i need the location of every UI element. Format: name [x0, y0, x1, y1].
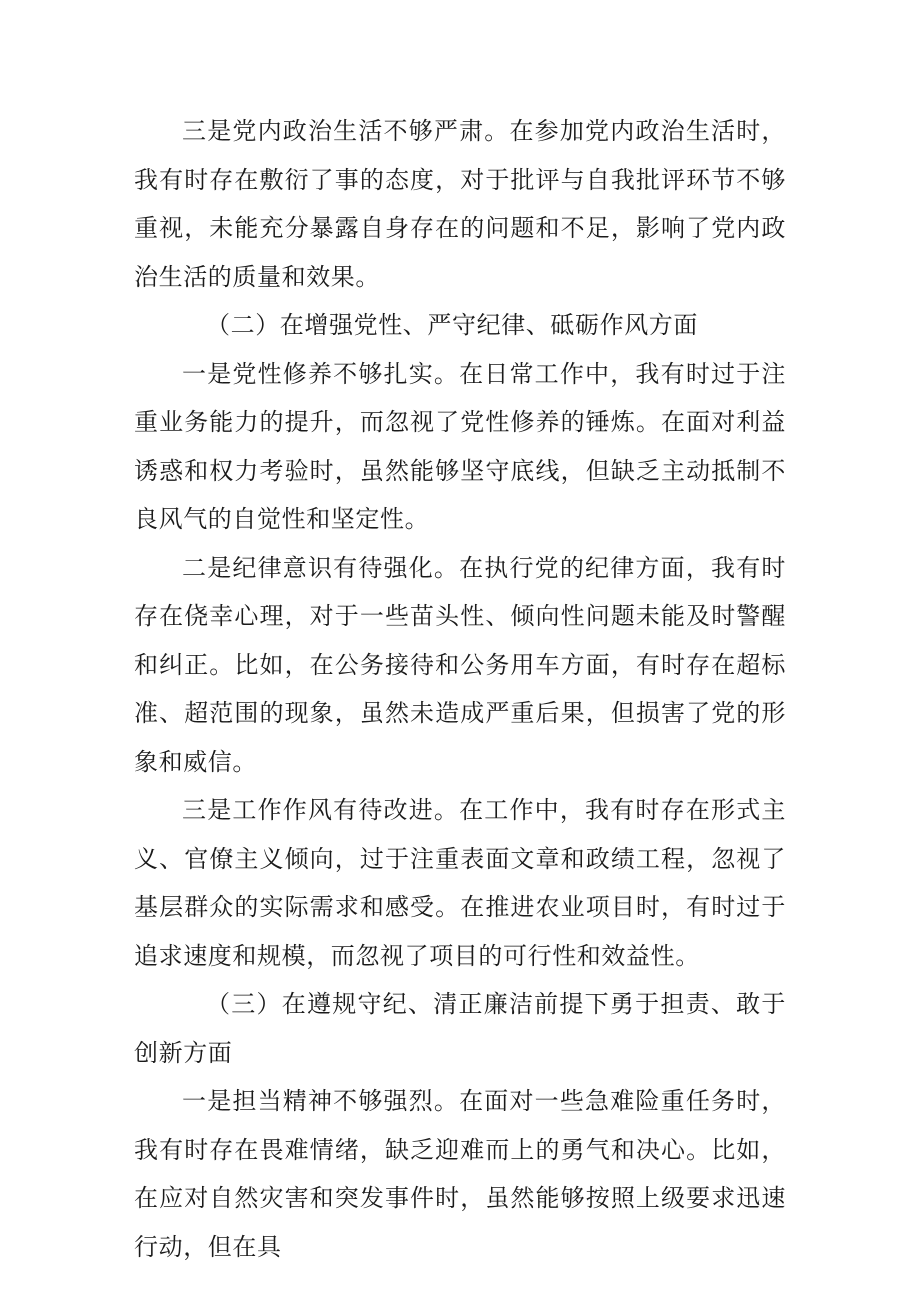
- paragraph-discipline: 二是纪律意识有待强化。在执行党的纪律方面，我有时存在侥幸心理，对于一些苗头性、倾向性问题未能及时警醒和纠正。比如，在公务接待和公务用车方面，有时存在超标准、超范围的现象，虽然未造成严重后果，但损害了党的形象和威信。: [134, 553, 786, 776]
- paragraph-responsibility: 一是担当精神不够强烈。在面对一些急难险重任务时，我有时存在畏难情绪，缺乏迎难而上的勇气和决心。比如，在应对自然灾害和突发事件时，虽然能够按照上级要求迅速行动，但在具: [134, 1087, 786, 1261]
- section-heading-3: （三）在遵规守纪、清正廉洁前提下勇于担责、敢于创新方面: [134, 990, 786, 1067]
- paragraph-work-style: 三是工作作风有待改进。在工作中，我有时存在形式主义、官僚主义倾向，过于注重表面文章和政绩工程，忽视了基层群众的实际需求和感受。在推进农业项目时，有时过于追求速度和规模，而忽视了项目的可行性和效益性。: [134, 796, 786, 970]
- section-heading-2: （二）在增强党性、严守纪律、砥砺作风方面: [206, 311, 698, 339]
- document-body: [134, 107, 786, 1271]
- paragraph-political-life: 三是党内政治生活不够严肃。在参加党内政治生活时，我有时存在敷衍了事的态度，对于批评与自我批评环节不够重视，未能充分暴露自身存在的问题和不足，影响了党内政治生活的质量和效果。: [134, 117, 786, 291]
- paragraph-party-spirit: 一是党性修养不够扎实。在日常工作中，我有时过于注重业务能力的提升，而忽视了党性修养的锤炼。在面对利益诱惑和权力考验时，虽然能够坚守底线，但缺乏主动抵制不良风气的自觉性和坚定性。: [134, 359, 786, 533]
